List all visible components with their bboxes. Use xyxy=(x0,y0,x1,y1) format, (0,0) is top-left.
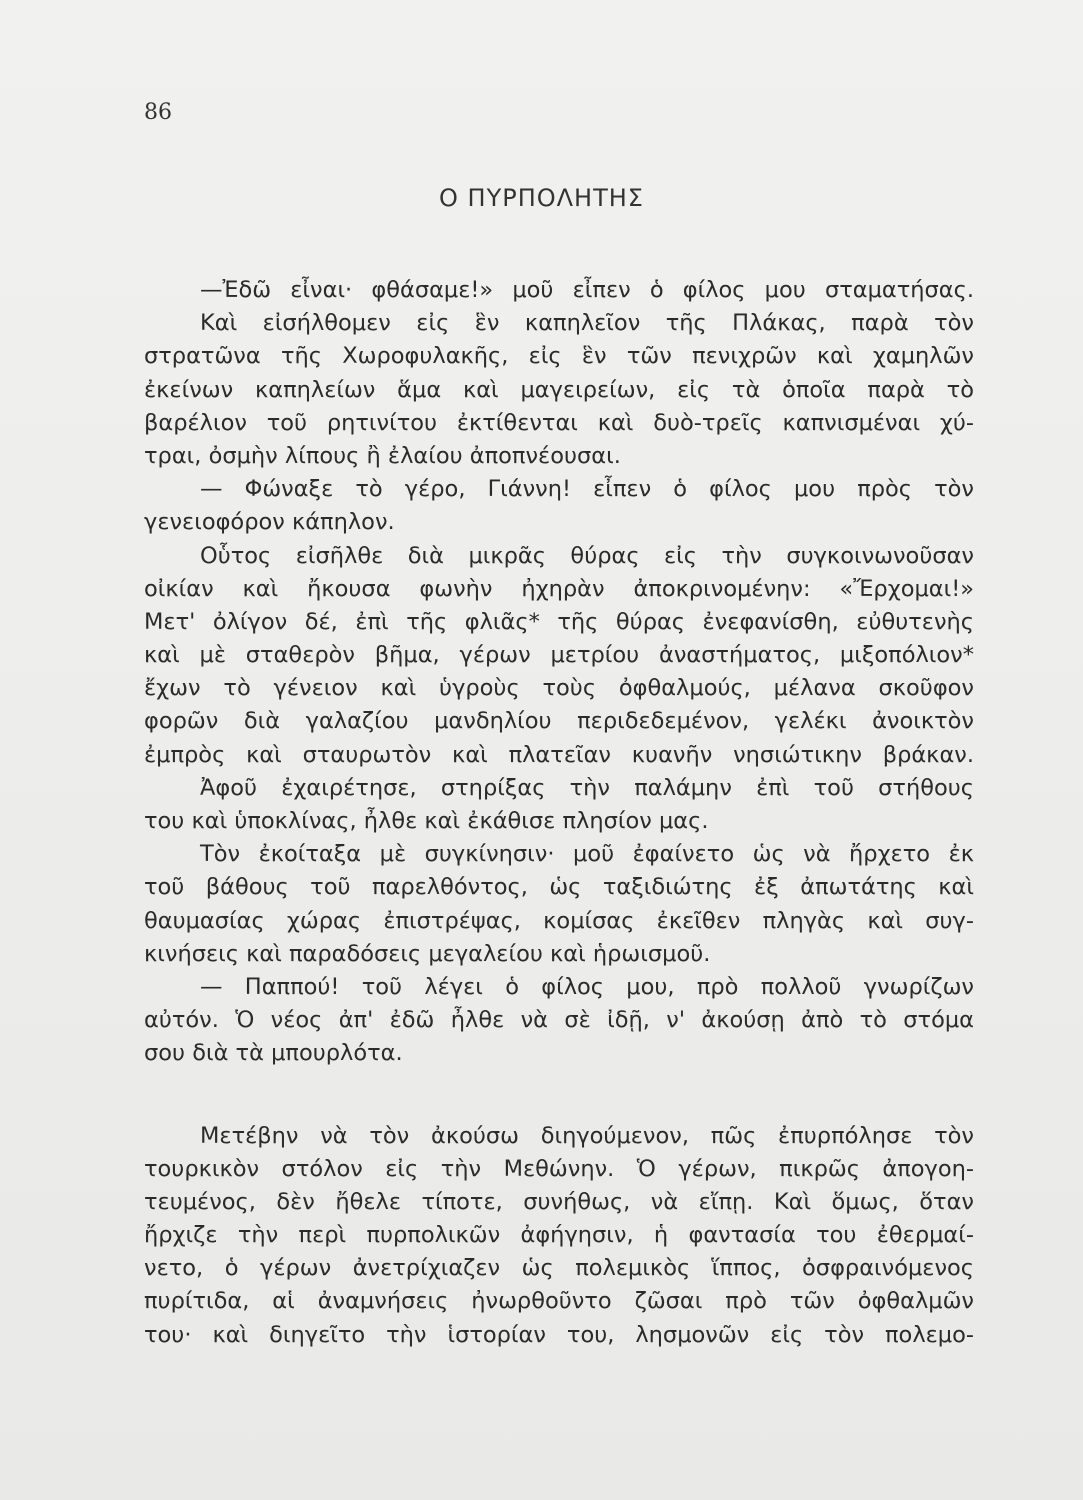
paragraph-gap xyxy=(144,1071,974,1120)
text-line: πυρίτιδα, αἱ ἀναμνήσεις ἠνωρθοῦντο ζῶσαι πρὸ τῶν ὀφθαλμῶν xyxy=(144,1288,974,1315)
text-line: καὶ μὲ σταθερὸν βῆμα, γέρων μετρίου ἀναστήματος, μιξοπόλιον* xyxy=(144,642,974,669)
text-line: — Παππού! τοῦ λέγει ὁ φίλος μου, πρὸ πολλοῦ γνωρίζων xyxy=(200,973,974,1000)
text-line: Τὸν ἐκοίταξα μὲ συγκίνησιν· μοῦ ἐφαίνετο ὡς νὰ ἤρχετο ἐκ xyxy=(200,841,974,868)
text-line: του· καὶ διηγεῖτο τὴν ἱστορίαν του, λησμονῶν εἰς τὸν πολεμο- xyxy=(144,1321,974,1348)
text-line: Μετέβην νὰ τὸν ἀκούσω διηγούμενον, πῶς ἐπυρπόλησε τὸν xyxy=(200,1122,974,1149)
text-line: νετο, ὁ γέρων ἀνετρίχιαζεν ὡς πολεμικὸς ἵππος, ὀσφραινόμενος xyxy=(144,1255,974,1282)
text-line: ἐμπρὸς καὶ σταυρωτὸν καὶ πλατεῖαν κυανῆν νησιώτικην βράκαν. xyxy=(144,741,974,768)
page-number: 86 xyxy=(144,100,172,125)
text-line: Μετ' ὀλίγον δέ, ἐπὶ τῆς φλιᾶς* τῆς θύρας ἐνεφανίσθη, εὐθυτενὴς xyxy=(144,608,974,635)
text-line: βαρέλιον τοῦ ρητινίτου ἐκτίθενται καὶ δυὸ-τρεῖς καπνισμέναι χύ- xyxy=(144,409,974,436)
text-line: κινήσεις καὶ παραδόσεις μεγαλείου καὶ ἡρωισμοῦ. xyxy=(144,940,711,967)
text-line: γενειοφόρον κάπηλον. xyxy=(144,509,395,536)
text-line: ἤρχιζε τὴν περὶ πυρπολικῶν ἀφήγησιν, ἡ φαντασία του ἐθερμαί- xyxy=(144,1222,974,1249)
text-line: Ἀφοῦ ἐχαιρέτησε, στηρίξας τὴν παλάμην ἐπὶ τοῦ στήθους xyxy=(200,774,974,801)
text-line: Καὶ εἰσήλθομεν εἰς ἓν καπηλεῖον τῆς Πλάκας, παρὰ τὸν xyxy=(200,310,974,337)
text-line: στρατῶνα τῆς Χωροφυλακῆς, εἰς ἓν τῶν πενιχρῶν καὶ χαμηλῶν xyxy=(144,343,974,370)
text-line: —Ἐδῶ εἶναι· φθάσαμε!» μοῦ εἶπεν ὁ φίλος μου σταματήσας. xyxy=(200,277,974,303)
text-line: τραι, ὀσμὴν λίπους ἢ ἐλαίου ἀποπνέουσαι. xyxy=(144,442,621,469)
running-title: Ο ΠΥΡΠΟΛΗΤΗΣ xyxy=(439,184,644,212)
text-line: του καὶ ὑποκλίνας, ἦλθε καὶ ἐκάθισε πλησίον μας. xyxy=(144,808,709,834)
text-line: τοῦ βάθους τοῦ παρελθόντος, ὡς ταξιδιώτης ἐξ ἀπωτάτης καὶ xyxy=(144,874,974,901)
text-line: Οὗτος εἰσῆλθε διὰ μικρᾶς θύρας εἰς τὴν συγκοινωνοῦσαν xyxy=(200,542,974,569)
text-line: σου διὰ τὰ μπουρλότα. xyxy=(144,1040,403,1067)
text-line: ἔχων τὸ γένειον καὶ ὑγροὺς τοὺς ὀφθαλμούς, μέλανα σκοῦφον xyxy=(144,675,974,702)
text-line: αὐτόν. Ὁ νέος ἀπ' ἐδῶ ἦλθε νὰ σὲ ἰδῇ, ν' ἀκούσῃ ἀπὸ τὸ στόμα xyxy=(144,1007,974,1034)
body-text xyxy=(144,274,974,1352)
text-line: θαυμασίας χώρας ἐπιστρέψας, κομίσας ἐκεῖθεν πληγὰς καὶ συγ- xyxy=(144,907,974,934)
text-line: ἐκείνων καπηλείων ἅμα καὶ μαγειρείων, εἰς τὰ ὁποῖα παρὰ τὸ xyxy=(144,376,974,403)
text-line: τουρκικὸν στόλον εἰς τὴν Μεθώνην. Ὁ γέρων, πικρῶς ἀπογοη- xyxy=(144,1155,974,1182)
text-line: φορῶν διὰ γαλαζίου μανδηλίου περιδεδεμένον, γελέκι ἀνοικτὸν xyxy=(144,708,974,735)
text-line: οἰκίαν καὶ ἤκουσα φωνὴν ἠχηρὰν ἀποκρινομένην: «Ἔρχομαι!» xyxy=(144,575,974,602)
text-line: — Φώναξε τὸ γέρο, Γιάννη! εἶπεν ὁ φίλος μου πρὸς τὸν xyxy=(200,476,974,503)
text-line: τευμένος, δὲν ἤθελε τίποτε, συνήθως, νὰ εἴπῃ. Καὶ ὅμως, ὅταν xyxy=(144,1188,974,1215)
